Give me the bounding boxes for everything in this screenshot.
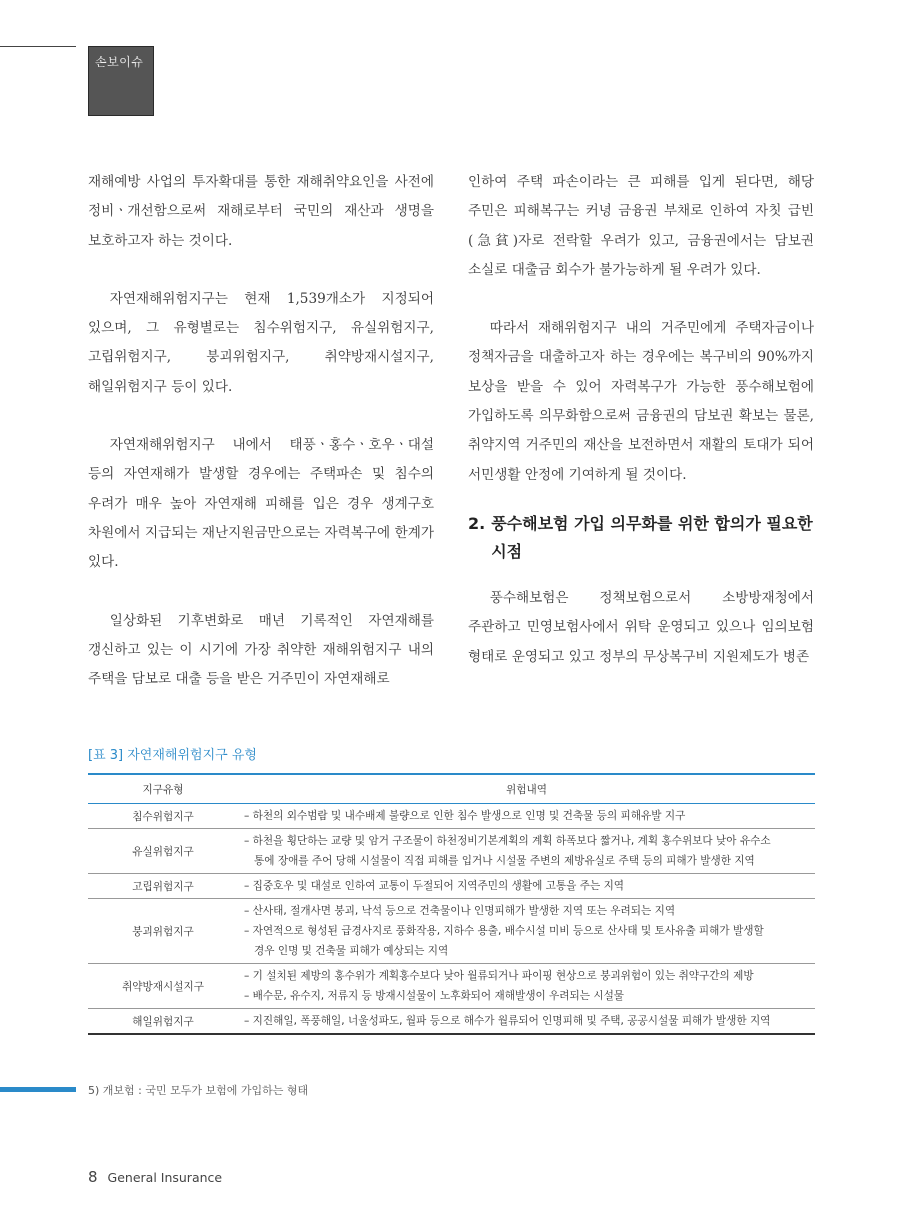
header-zone-type: 지구유형 [88, 774, 238, 804]
left-paragraph-2: 자연재해위험지구는 현재 1,539개소가 지정되어 있으며, 그 유형별로는 침수위험지구, 유실위험지구, 고립위험지구, 붕괴위험지구, 취약방재시설지구, 해일위험지구 등이 있다. [88, 290, 434, 395]
zone-type-cell: 침수위험지구 [88, 804, 238, 829]
risk-detail-line: – 자연적으로 형성된 급경사지로 풍화작용, 지하수 용출, 배수시설 미비 등으로 산사태 및 토사유출 피해가 발생할 [244, 925, 764, 937]
risk-detail-line: – 하천의 외수범람 및 내수배제 불량으로 인한 침수 발생으로 인명 및 건축물 등의 피해유발 지구 [244, 810, 686, 822]
risk-detail-line: – 기 설치된 제방의 홍수위가 계획홍수보다 낮아 월류되거나 파이핑 현상으로 붕괴위험이 있는 취약구간의 제방 [244, 970, 754, 982]
section-tab [88, 46, 154, 116]
section-heading-text: 풍수해보험 가입 의무화를 위한 합의가 필요한 시점 [491, 513, 813, 561]
header-risk-details: 위험내역 [238, 774, 815, 804]
risk-detail-line: 통에 장애를 주어 당해 시설물이 직접 피해를 입거나 시설물 주변의 제방유실로 주택 등의 피해가 발생한 지역 [254, 855, 755, 867]
risk-detail-line: 경우 인명 및 건축물 피해가 예상되는 지역 [254, 945, 449, 957]
left-paragraph-4: 일상화된 기후변화로 매년 기록적인 자연재해를 갱신하고 있는 이 시기에 가장 취약한 재해위험지구 내의 주택을 담보로 대출 등을 받은 거주민이 자연재해로 [88, 612, 434, 688]
zone-type-cell: 취약방재시설지구 [88, 964, 238, 1009]
left-column [88, 168, 434, 694]
page-footer [88, 1168, 222, 1186]
right-paragraph-3: 풍수해보험은 정책보험으로서 소방방재청에서 주관하고 민영보험사에서 위탁 운영되고 있으나 임의보험 형태로 운영되고 있고 정부의 무상복구비 지원제도가 병존 [468, 589, 814, 665]
risk-detail-cell [238, 964, 815, 1009]
footnote: 5) 개보험 : 국민 모두가 보험에 가입하는 형태 [88, 1084, 309, 1097]
risk-detail-line: – 지진해일, 폭풍해일, 너울성파도, 월파 등으로 해수가 월류되어 인명피해 및 주택, 공공시설물 피해가 발생한 지역 [244, 1015, 771, 1027]
zone-type-cell: 고립위험지구 [88, 874, 238, 899]
right-paragraph-2: 따라서 재해위험지구 내의 거주민에게 주택자금이나 정책자금을 대출하고자 하는 경우에는 복구비의 90%까지 보상을 받을 수 있어 자력복구가 가능한 풍수해보험에 가입하도록 의무화함으로써 금융권의 담보권 확보는 물론, 취약지역 거주민의 재산을 보전하면서 재활의 토대가 되어 서민생활 안정에 기여하게 될 것이다. [468, 320, 814, 483]
left-paragraph-1: 재해예방 사업의 투자확대를 통한 재해취약요인을 사전에 정비ㆍ개선함으로써 재해로부터 국민의 재산과 생명을 보호하고자 하는 것이다. [88, 174, 434, 249]
footnote-accent-bar [0, 1087, 76, 1092]
risk-detail-cell [238, 829, 815, 874]
publication-name: General Insurance [107, 1170, 223, 1185]
risk-detail-line: – 산사태, 절개사면 붕괴, 낙석 등으로 건축물이나 인명피해가 발생한 지역 또는 우려되는 지역 [244, 905, 676, 917]
section-heading [468, 510, 814, 566]
risk-zone-table [88, 773, 815, 1035]
left-paragraph-3: 자연재해위험지구 내에서 태풍ㆍ홍수ㆍ호우ㆍ대설 등의 자연재해가 발생할 경우에는 주택파손 및 침수의 우려가 매우 높아 자연재해 피해를 입은 경우 생계구호 차원에서 지급되는 재난지원금만으로는 자력복구에 한계가 있다. [88, 437, 434, 571]
zone-type-cell: 유실위험지구 [88, 829, 238, 874]
table-title: [표 3] 자연재해위험지구 유형 [88, 748, 257, 763]
table-row [88, 829, 815, 874]
zone-type-cell: 붕괴위험지구 [88, 899, 238, 964]
risk-detail-line: – 배수문, 유수지, 저류지 등 방재시설물이 노후화되어 재해발생이 우려되는 시설물 [244, 990, 625, 1002]
risk-detail-cell [238, 804, 815, 829]
risk-detail-cell [238, 1009, 815, 1035]
zone-type-cell: 해일위험지구 [132, 1015, 194, 1028]
risk-detail-line: – 하천을 횡단하는 교량 및 암거 구조물이 하천정비기본계획의 계획 하폭보다 짧거나, 계획 홍수위보다 낮아 유수소 [244, 835, 771, 847]
table-header-row [88, 774, 815, 804]
table-row [88, 899, 815, 964]
risk-detail-cell [238, 874, 815, 899]
table-row [88, 1009, 815, 1035]
table-row [88, 874, 815, 899]
section-heading-number: 2. [468, 513, 486, 533]
table-row [88, 964, 815, 1009]
right-column [468, 168, 814, 672]
section-tab-label: 손보이슈 [95, 55, 144, 69]
page-number: 8 [88, 1168, 98, 1186]
right-paragraph-1: 인하여 주택 파손이라는 큰 피해를 입게 된다면, 해당 주민은 피해복구는 커녕 금융권 부채로 인하여 자칫 급빈(急貧)자로 전락할 우려가 있고, 금융권에서는 담보권 소실로 대출금 회수가 불가능하게 될 우려가 있다. [468, 174, 814, 278]
risk-detail-line: – 집중호우 및 대설로 인하여 교통이 두절되어 지역주민의 생활에 고통을 주는 지역 [244, 880, 625, 892]
top-rule [0, 46, 76, 47]
table-row [88, 804, 815, 829]
risk-detail-cell [238, 899, 815, 964]
